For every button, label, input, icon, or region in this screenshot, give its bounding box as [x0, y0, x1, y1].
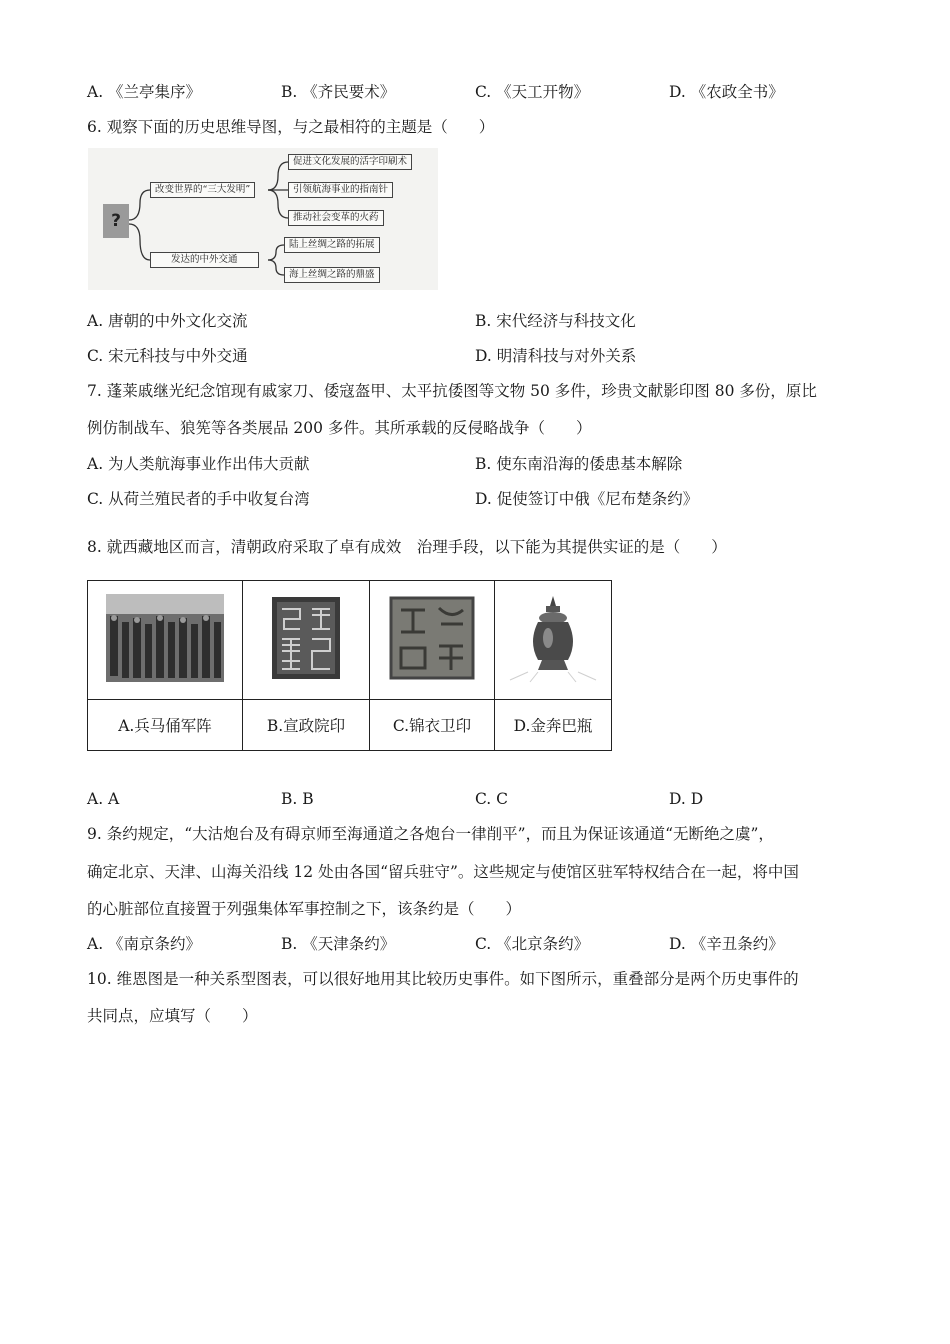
q5-option-d[interactable]: D. 《农政全书》 — [669, 83, 784, 101]
q8-option-b[interactable]: B. B — [281, 790, 314, 808]
mindmap-center-question: ? — [103, 204, 129, 238]
q10-stem-line1: 10. 维恩图是一种关系型图表，可以很好地用其比较历史事件。如下图所示，重叠部分是两个历史事件的 — [87, 970, 799, 988]
q9-option-b[interactable]: B. 《天津条约》 — [281, 935, 396, 953]
q9-stem-line3: 的心脏部位直接置于列强集体军事控制之下，该条约是（ ） — [87, 900, 522, 918]
q8-cell-d-image — [495, 581, 612, 700]
q9-stem-line2: 确定北京、天津、山海关沿线 12 处由各国“留兵驻守”。这些规定与使馆区驻军特权结合在一起，将中国 — [87, 863, 799, 881]
q9-option-c[interactable]: C. 《北京条约》 — [475, 935, 590, 953]
terracotta-army-image — [106, 594, 224, 682]
q8-caption-b: B.宣政院印 — [243, 700, 370, 751]
q8-option-a[interactable]: A. A — [87, 790, 120, 808]
q5-option-b[interactable]: B. 《齐民要术》 — [281, 83, 396, 101]
q7-stem-line1: 7. 蓬莱戚继光纪念馆现有戚家刀、倭寇盔甲、太平抗倭图等文物 50 多件，珍贵文献影印图 80 多份，原比 — [87, 382, 817, 400]
mindmap-branch-transport: 发达的中外交通 — [150, 252, 259, 268]
q10-stem-line2: 共同点，应填写（ ） — [87, 1007, 258, 1025]
q8-cell-c-image — [370, 581, 495, 700]
q8-option-d[interactable]: D. D — [669, 790, 704, 808]
q8-stem: 8. 就西藏地区而言，清朝政府采取了卓有成效 治理手段，以下能为其提供实证的是（ ） — [87, 538, 727, 556]
q9-stem-line1: 9. 条约规定，“大沽炮台及有碍京师至海通道之各炮台一律削平”，而且为保证该通道“无断绝之虞”， — [87, 825, 774, 843]
q6-mindmap — [88, 148, 438, 290]
q7-option-b[interactable]: B. 使东南沿海的倭患基本解除 — [475, 455, 683, 473]
mindmap-item-gunpowder: 推动社会变革的火药 — [288, 210, 384, 226]
q6-option-b[interactable]: B. 宋代经济与科技文化 — [475, 312, 636, 330]
q6-option-c[interactable]: C. 宋元科技与中外交通 — [87, 347, 248, 365]
q8-option-c[interactable]: C. C — [475, 790, 509, 808]
q6-option-a[interactable]: A. 唐朝的中外文化交流 — [87, 312, 248, 330]
q7-option-d[interactable]: D. 促使签订中俄《尼布楚条约》 — [475, 490, 699, 508]
q8-cell-b-image — [243, 581, 370, 700]
mindmap-item-land-silk-road: 陆上丝绸之路的拓展 — [284, 237, 380, 253]
golden-urn-image — [508, 592, 598, 684]
mindmap-item-sea-silk-road: 海上丝绸之路的鼎盛 — [284, 267, 380, 283]
q9-option-d[interactable]: D. 《辛丑条约》 — [669, 935, 784, 953]
mindmap-item-compass: 引领航海事业的指南针 — [288, 182, 393, 198]
q5-option-c[interactable]: C. 《天工开物》 — [475, 83, 590, 101]
mindmap-item-printing: 促进文化发展的活字印刷术 — [288, 154, 412, 170]
q7-stem-line2: 例仿制战车、狼筅等各类展品 200 多件。其所承载的反侵略战争（ ） — [87, 419, 592, 437]
q6-option-d[interactable]: D. 明清科技与对外关系 — [475, 347, 637, 365]
q8-caption-c: C.锦衣卫印 — [370, 700, 495, 751]
jinyiwei-seal-image — [389, 596, 475, 680]
q8-image-table — [87, 580, 612, 751]
q9-option-a[interactable]: A. 《南京条约》 — [87, 935, 202, 953]
mindmap-branch-inventions: 改变世界的“三大发明” — [150, 182, 255, 198]
q7-option-a[interactable]: A. 为人类航海事业作出伟大贡献 — [87, 455, 310, 473]
q6-stem: 6. 观察下面的历史思维导图，与之最相符的主题是（ ） — [87, 118, 495, 136]
q8-cell-a-image — [88, 581, 243, 700]
q8-caption-d: D.金奔巴瓶 — [495, 700, 612, 751]
q8-caption-a: A.兵马俑军阵 — [88, 700, 243, 751]
q5-option-a[interactable]: A. 《兰亭集序》 — [87, 83, 202, 101]
q7-option-c[interactable]: C. 从荷兰殖民者的手中收复台湾 — [87, 490, 310, 508]
xuanzheng-seal-image — [270, 595, 342, 681]
